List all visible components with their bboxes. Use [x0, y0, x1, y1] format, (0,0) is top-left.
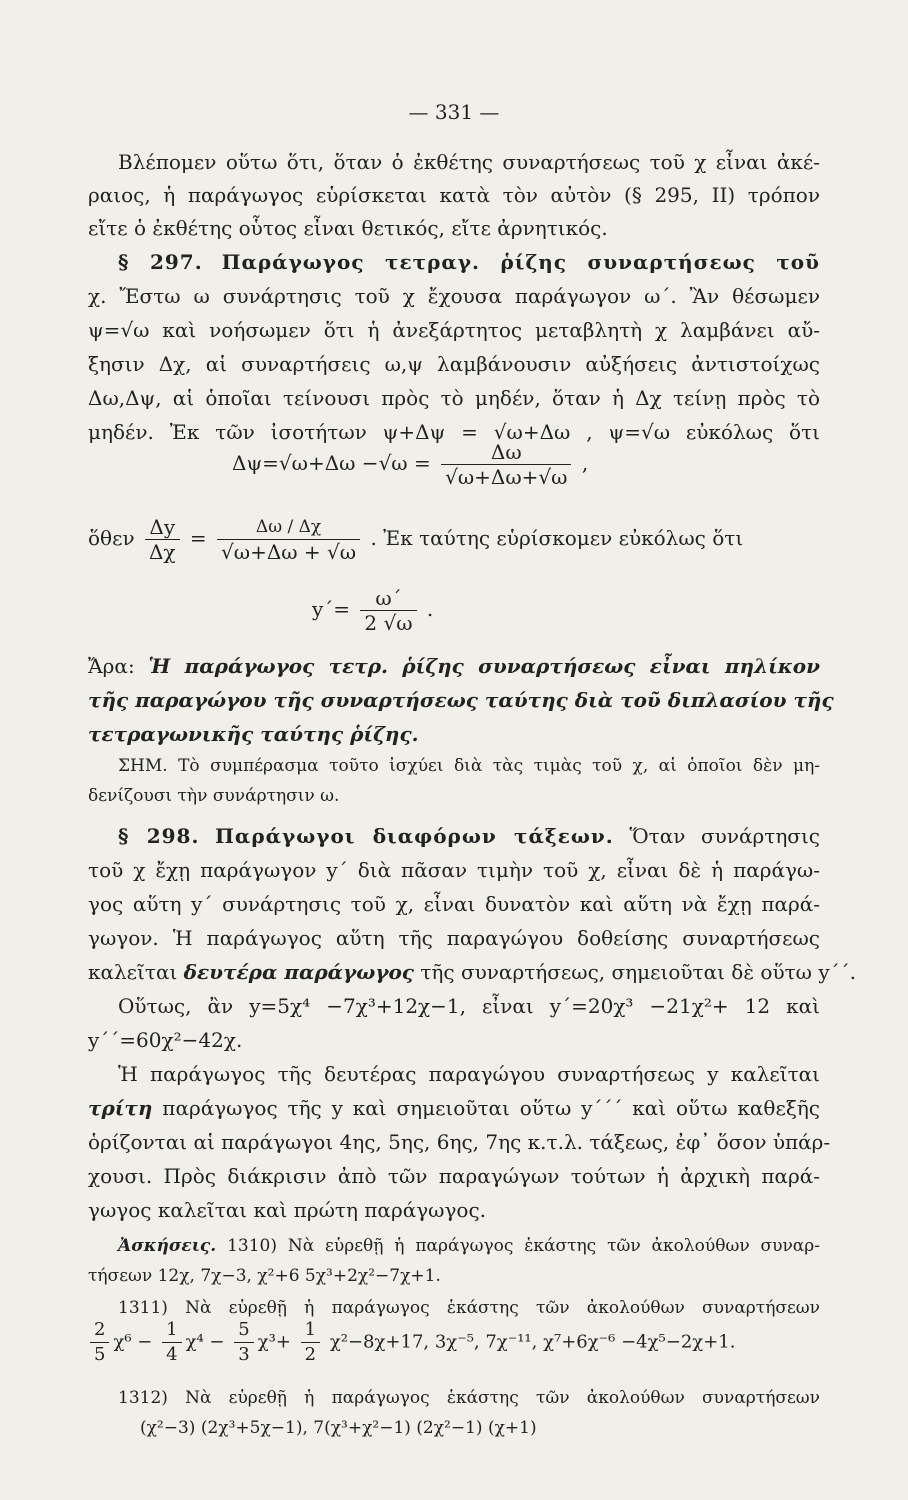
conclusion-lead: Ἄρα: [88, 654, 135, 678]
fraction-numerator: 1 [301, 1318, 320, 1343]
fraction [90, 1318, 109, 1367]
fraction [441, 440, 571, 489]
equation-lhs: Δψ=√ω+Δω −√ω = [232, 451, 431, 475]
fraction-denominator: 3 [238, 1344, 250, 1365]
text-span: 1310) Νὰ εὑρεθῇ ἡ παράγωγος ἑκάστης τῶν ἀκολούθων συναρ- [227, 1236, 821, 1256]
text-line: Ἡ παράγωγος τῆς δευτέρας παραγώγου συναρτήσεως y καλεῖται [118, 1062, 820, 1086]
exercise-1312-cont: (χ²−3) (2χ³+5χ−1), 7(χ³+χ²−1) (2χ²−1) (χ+1) [140, 1418, 537, 1438]
text-line: γωγος καλεῖται καὶ πρώτη παράγωγος. [88, 1198, 487, 1222]
fraction-numerator: Δy [145, 515, 180, 540]
exercises-label: Ἀσκήσεις. [118, 1236, 217, 1256]
fraction [217, 515, 360, 564]
text-span: τῆς συναρτήσεως, σημειοῦται δὲ οὕτω y΄΄. [420, 960, 857, 984]
section-298-heading [118, 822, 820, 850]
equation-lhs: y΄= [312, 597, 351, 621]
fraction [162, 1318, 181, 1367]
text-span: παράγωγος τῆς y καὶ σημειοῦται οὕτω y΄΄΄ καὶ οὕτω καθεξῆς [162, 1096, 821, 1120]
conclusion-line [88, 652, 820, 680]
fraction-denominator: √ω+Δω + √ω [221, 540, 357, 564]
fraction [301, 1318, 320, 1367]
text-line: γωγον. Ἡ παράγωγος αὕτη τῆς παραγώγου δοθείσης συναρτήσεως [88, 926, 820, 950]
text-line: Οὕτως, ἂν y=5χ⁴ −7χ³+12χ−1, εἶναι y΄=20χ³ −21χ²+ 12 καὶ [118, 994, 820, 1018]
fraction-numerator: 1 [162, 1318, 181, 1343]
fraction-denominator: 2 √ω [364, 611, 413, 635]
page-number: — 331 — [408, 100, 500, 124]
text-line: τοῦ χ ἔχῃ παράγωγον y΄ διὰ πᾶσαν τιμὴν τοῦ χ, εἶναι δὲ ἡ παράγω- [88, 858, 820, 882]
text-line: χ. Ἔστω ω συνάρτησις τοῦ χ ἔχουσα παράγωγον ω΄. Ἂν θέσωμεν [88, 284, 820, 308]
text-line: Δω,Δψ, αἱ ὁποῖαι τείνουσι πρὸς τὸ μηδέν, ὅταν ἡ Δχ τείνῃ πρὸς τὸ [88, 386, 820, 410]
text-span: καλεῖται [88, 960, 178, 984]
fraction-numerator: 5 [234, 1318, 253, 1343]
term: χ³+ [257, 1331, 291, 1353]
text-line: ὁρίζονται αἱ παράγωγοι 4ης, 5ης, 6ης, 7ης κ.τ.λ. τάξεως, ἐφ᾽ ὅσον ὑπάρ- [88, 1130, 831, 1154]
exercise-1311: 1311) Νὰ εὑρεθῇ ἡ παράγωγος ἑκάστης τῶν ἀκολούθων συναρτήσεων [118, 1298, 820, 1318]
exercise-1310 [118, 1232, 820, 1260]
conclusion-text: Ἡ παράγωγος τετρ. ῥίζης συναρτήσεως εἶναι πηλίκον [148, 654, 821, 678]
fraction-denominator: 4 [166, 1344, 178, 1365]
section-297-heading [118, 248, 820, 276]
fraction-numerator: Δω / Δχ [217, 515, 360, 540]
section-title: Παράγωγος τετραγ. ῥίζης συναρτήσεως τοῦ [221, 250, 821, 274]
exercise-1312: 1312) Νὰ εὑρεθῇ ἡ παράγωγος ἑκάστης τῶν ἀκολούθων συναρτήσεων [118, 1388, 820, 1408]
text-line: ξησιν Δχ, αἱ συναρτήσεις ω,ψ λαμβάνουσιν αὐξήσεις ἀντιστοίχως [88, 352, 820, 376]
equation-1 [232, 440, 588, 489]
equation-tail: . Ἐκ ταύτης εὑρίσκομεν εὐκόλως ὅτι [370, 526, 744, 550]
fraction-denominator: Δχ [148, 540, 176, 564]
term: χ²−8χ+17, 3χ⁻⁵, 7χ⁻¹¹, χ⁷+6χ⁻⁶ −4χ⁵−2χ+1. [329, 1331, 736, 1353]
equation-lead: ὅθεν [88, 526, 135, 550]
fraction-denominator: √ω+Δω+√ω [445, 465, 568, 489]
text-line: ψ=√ω καὶ νοήσωμεν ὅτι ἡ ἀνεξάρτητος μεταβλητὴ χ λαμβάνει αὔ- [88, 318, 820, 342]
text-line [88, 1094, 820, 1122]
fraction-denominator: 5 [94, 1344, 106, 1365]
conclusion-line: τετραγωνικῆς ταύτης ῥίζης. [88, 722, 419, 746]
note-line: δενίζουσι τὴν συνάρτησιν ω. [88, 786, 340, 806]
exercise-1311-expressions [86, 1318, 735, 1367]
fraction-denominator: 2 [304, 1344, 317, 1365]
term: χ⁴ − [185, 1331, 225, 1353]
equation-3 [312, 586, 433, 635]
fraction-numerator: Δω [441, 440, 571, 465]
fraction-numerator: 2 [90, 1318, 109, 1343]
text-line: Βλέπομεν οὕτω ὅτι, ὅταν ὁ ἐκθέτης συναρτήσεως τοῦ χ εἶναι ἀκέ- [118, 150, 820, 174]
emphasized-term: δευτέρα παράγωγος [183, 960, 414, 984]
fraction [360, 586, 416, 635]
text-line: y΄΄=60χ²−42χ. [88, 1028, 243, 1052]
equation-tail: , [581, 451, 589, 475]
fraction-numerator: ω΄ [360, 586, 416, 611]
text-line: μηδέν. Ἐκ τῶν ἰσοτήτων ψ+Δψ = √ω+Δω , ψ=√ω εὐκόλως ὅτι [88, 420, 820, 444]
conclusion-line: τῆς παραγώγου τῆς συναρτήσεως ταύτης διὰ τοῦ διπλασίου τῆς [88, 688, 834, 712]
section-number: § 298. [118, 824, 200, 848]
text-line: ραιος, ἡ παράγωγος εὑρίσκεται κατὰ τὸν αὐτὸν (§ 295, II) τρόπον [88, 183, 820, 207]
equation-tail: . [426, 597, 434, 621]
text-line: εἴτε ὁ ἐκθέτης οὗτος εἶναι θετικός, εἴτε ἀρνητικός. [88, 216, 608, 240]
note-line: ΣΗΜ. Τὸ συμπέρασμα τοῦτο ἰσχύει διὰ τὰς τιμὰς τοῦ χ, αἱ ὁποῖοι δὲν μη- [118, 756, 820, 776]
text-line: γος αὕτη y΄ συνάρτησις τοῦ χ, εἶναι δυνατὸν καὶ αὕτη νὰ ἔχῃ παρά- [88, 892, 820, 916]
text-span: Ὅταν συνάρτησις [629, 824, 820, 848]
fraction [145, 515, 180, 564]
section-title: Παράγωγοι διαφόρων τάξεων. [215, 824, 614, 848]
term: χ⁶ − [113, 1331, 153, 1353]
exercise-1310-cont: τήσεων 12χ, 7χ−3, χ²+6 5χ³+2χ²−7χ+1. [88, 1266, 441, 1286]
fraction [234, 1318, 253, 1367]
emphasized-term: τρίτη [88, 1096, 153, 1120]
equation-2 [88, 515, 743, 564]
equals-sign: = [189, 526, 207, 550]
text-line [88, 958, 857, 986]
section-number: § 297. [118, 250, 203, 274]
text-line: χουσι. Πρὸς διάκρισιν ἀπὸ τῶν παραγώγων τούτων ἡ ἀρχικὴ παρά- [88, 1164, 820, 1188]
